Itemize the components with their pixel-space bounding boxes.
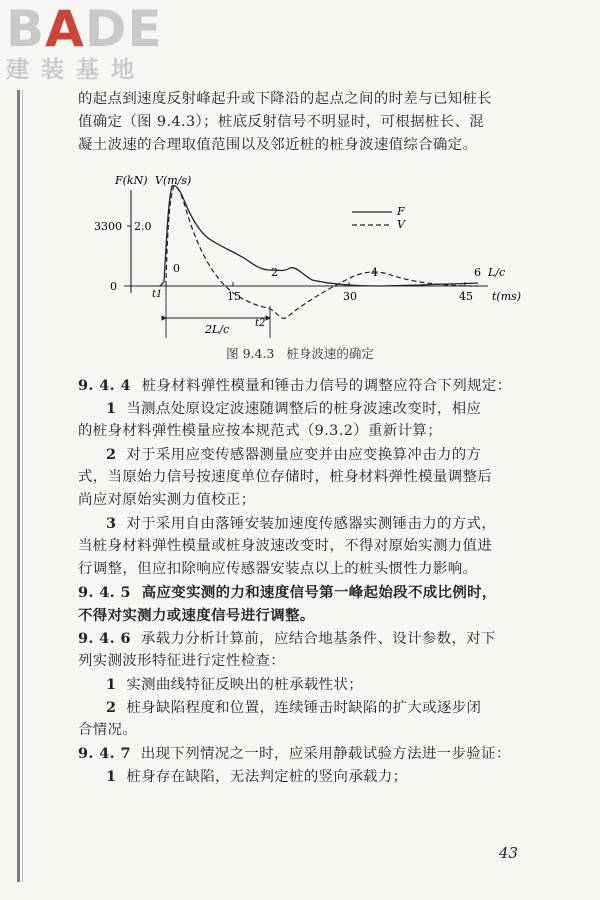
legend-f-label: F <box>397 205 405 218</box>
logo-subtitle: 建装基地 <box>6 57 146 83</box>
x-tick-30: 30 <box>343 290 357 303</box>
intro-line-3: 凝土波速的合理取值范围以及邻近桩的桩身波速值综合确定。 <box>78 137 478 153</box>
section-9-4-7-heading: 9. 4. 7 出现下列情况之一时，应采用静载试验方法进一步验证： <box>78 745 511 762</box>
s946-item-2-line-2: 合情况。 <box>78 722 138 738</box>
x-axis-label: t(ms) <box>492 290 522 303</box>
lc-marker-0: 0 <box>173 262 180 275</box>
section-9-4-6-heading: 9. 4. 6 承载力分析计算前，应结合地基条件、设计参数，对下 <box>78 630 496 647</box>
lc-marker-2: 2 <box>271 266 278 279</box>
lc-label: L/c <box>488 266 506 279</box>
s947-item-1: 1 桩身存在缺陷，无法判定桩的竖向承载力； <box>106 768 408 785</box>
y-tick-right: 2.0 <box>134 220 152 233</box>
lc-marker-4: 4 <box>371 266 378 279</box>
s944-item-3-line-1: 3 对于采用自由落锤安装加速度传感器实测锤击力的方式， <box>106 515 497 532</box>
x-tick-15: 15 <box>227 290 241 303</box>
s944-item-3-line-3: 行调整，但应扣除响应传感器安装点以上的桩头惯性力影响。 <box>78 561 478 577</box>
origin-label: 0 <box>110 280 117 293</box>
y-tick-left: 3300 <box>94 220 122 233</box>
section-9-4-5-line-2: 不得对实测力或速度信号进行调整。 <box>78 607 315 624</box>
section-9-4-4-heading: 9. 4. 4 桩身材料弹性模量和锤击力信号的调整应符合下列规定： <box>78 377 512 394</box>
lc-marker-6: 6 <box>474 266 481 279</box>
section-9-4-5-line-1: 9. 4. 5 高应变实测的力和速度信号第一峰起始段不成比例时， <box>78 584 497 601</box>
t1-label: t1 <box>152 289 163 300</box>
figure-caption: 图 9.4.3 桩身波速的确定 <box>226 346 374 361</box>
s944-item-1-line-1: 1 当测点处原设定波速随调整后的桩身波速改变时，相应 <box>106 400 482 417</box>
intro-line-2: 值确定（图 9.4.3）；桩底反射信号不明显时，可根据桩长、混 <box>78 114 485 130</box>
s944-item-1-line-2: 的桩身材料弹性模量应按本规范式（9.3.2）重新计算； <box>78 423 443 439</box>
s946-item-1: 1 实测曲线特征反映出的桩承载性状； <box>106 676 364 693</box>
s946-item-2-line-1: 2 桩身缺陷程度和位置，连续锤击时缺陷的扩大或逐步闭 <box>106 699 482 716</box>
logo-wordmark: BADE <box>6 0 163 58</box>
legend-v-label: V <box>397 218 405 231</box>
x-tick-45: 45 <box>459 290 473 303</box>
s944-item-2-line-1: 2 对于采用应变传感器测量应变并由应变换算冲击力的方 <box>106 446 482 463</box>
page-number: 43 <box>498 844 518 862</box>
span-label: 2L/c <box>205 323 230 336</box>
velocity-curve <box>166 186 478 318</box>
force-curve <box>160 186 478 286</box>
s946-line-2: 列实测波形特征进行定性检查： <box>78 653 286 669</box>
t2-label: t2 <box>255 318 266 329</box>
intro-line-1: 的起点到速度反射峰起升或下降沿的起点之间的时差与已知桩长 <box>78 91 493 107</box>
y-axis-label-right: V(m/s) <box>155 174 192 187</box>
y-axis-label-left: F(kN) <box>115 174 148 187</box>
s944-item-3-line-2: 当桩身材料弹性模量或桩身波速改变时，不得对原始实测力值进 <box>78 538 493 554</box>
s944-item-2-line-2: 式，当原始力信号按速度单位存储时，桩身材料弹性模量调整后 <box>78 469 493 485</box>
s944-item-2-line-3: 尚应对原始实测力值校正； <box>78 492 256 508</box>
